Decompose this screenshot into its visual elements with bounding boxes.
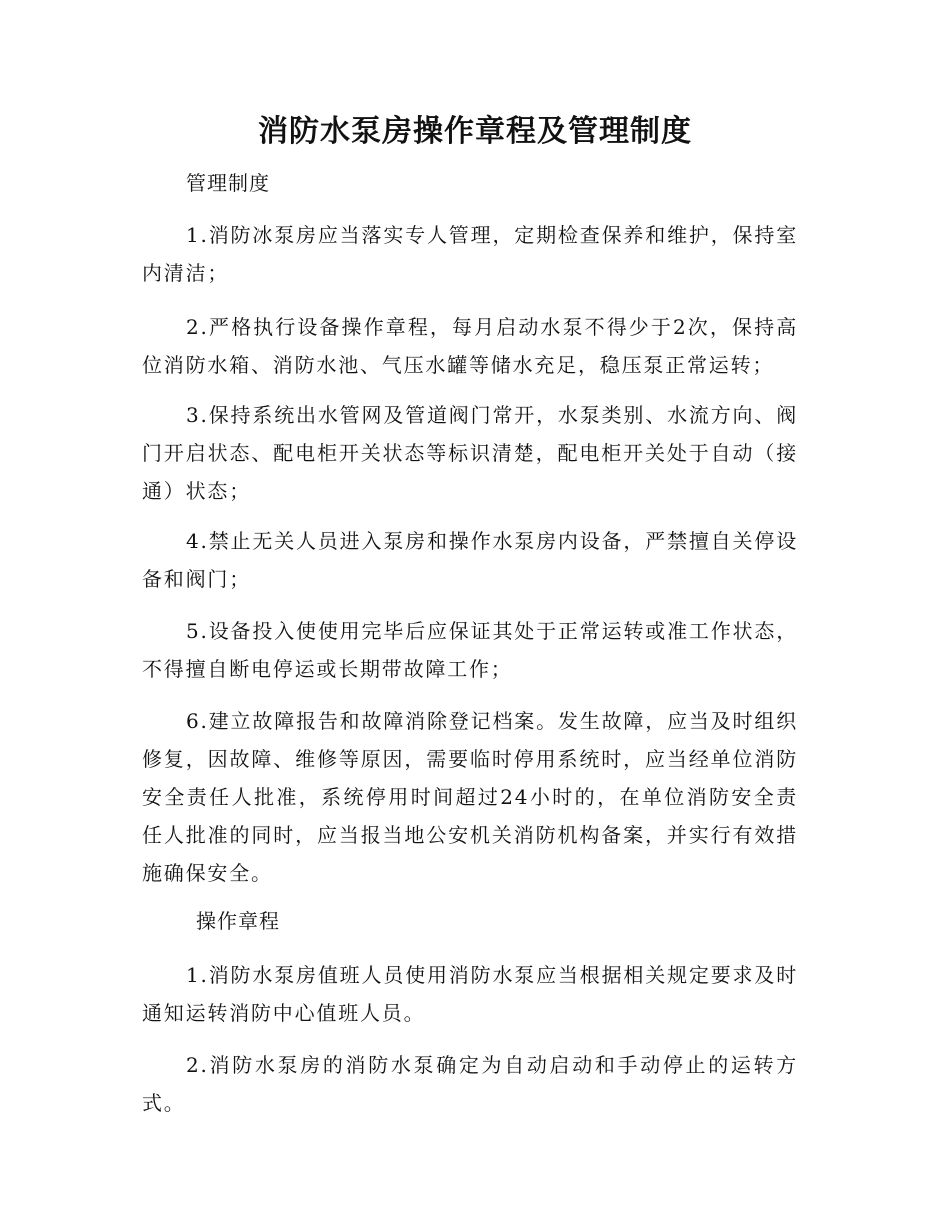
operation-item-1: 1.消防水泵房值班人员使用消防水泵应当根据相关规定要求及时通知运转消防中心值班人员。: [142, 963, 798, 1025]
document-title: 消防水泵房操作章程及管理制度: [258, 114, 692, 149]
operation-item-2: 2.消防水泵房的消防水泵确定为自动启动和手动停止的运转方式。: [142, 1053, 798, 1115]
section-heading-management: 管理制度: [186, 171, 270, 195]
management-item-5: 5.设备投入使使用完毕后应保证其处于正常运转或准工作状态，不得擅自断电停运或长期带故障工作；: [142, 619, 798, 681]
management-item-2: 2.严格执行设备操作章程，每月启动水泵不得少于2次，保持高位消防水箱、消防水池、气压水罐等储水充足，稳压泵正常运转；: [142, 315, 798, 377]
management-item-6: 6.建立故障报告和故障消除登记档案。发生故障，应当及时组织修复，因故障、维修等原因，需要临时停用系统时，应当经单位消防安全责任人批准，系统停用时间超过24小时的，在单位消防安全责任人批准的同时，应当报当地公安机关消防机构备案，并实行有效措施确保安全。: [142, 709, 798, 885]
management-item-1: 1.消防冰泵房应当落实专人管理，定期检查保养和维护，保持室内清洁；: [142, 223, 798, 285]
section-heading-operation: 操作章程: [196, 909, 280, 933]
management-item-3: 3.保持系统出水管网及管道阀门常开，水泵类别、水流方向、阀门开启状态、配电柜开关状态等标识清楚，配电柜开关处于自动（接通）状态；: [142, 403, 798, 503]
management-item-4: 4.禁止无关人员进入泵房和操作水泵房内设备，严禁擅自关停设备和阀门；: [142, 529, 798, 591]
